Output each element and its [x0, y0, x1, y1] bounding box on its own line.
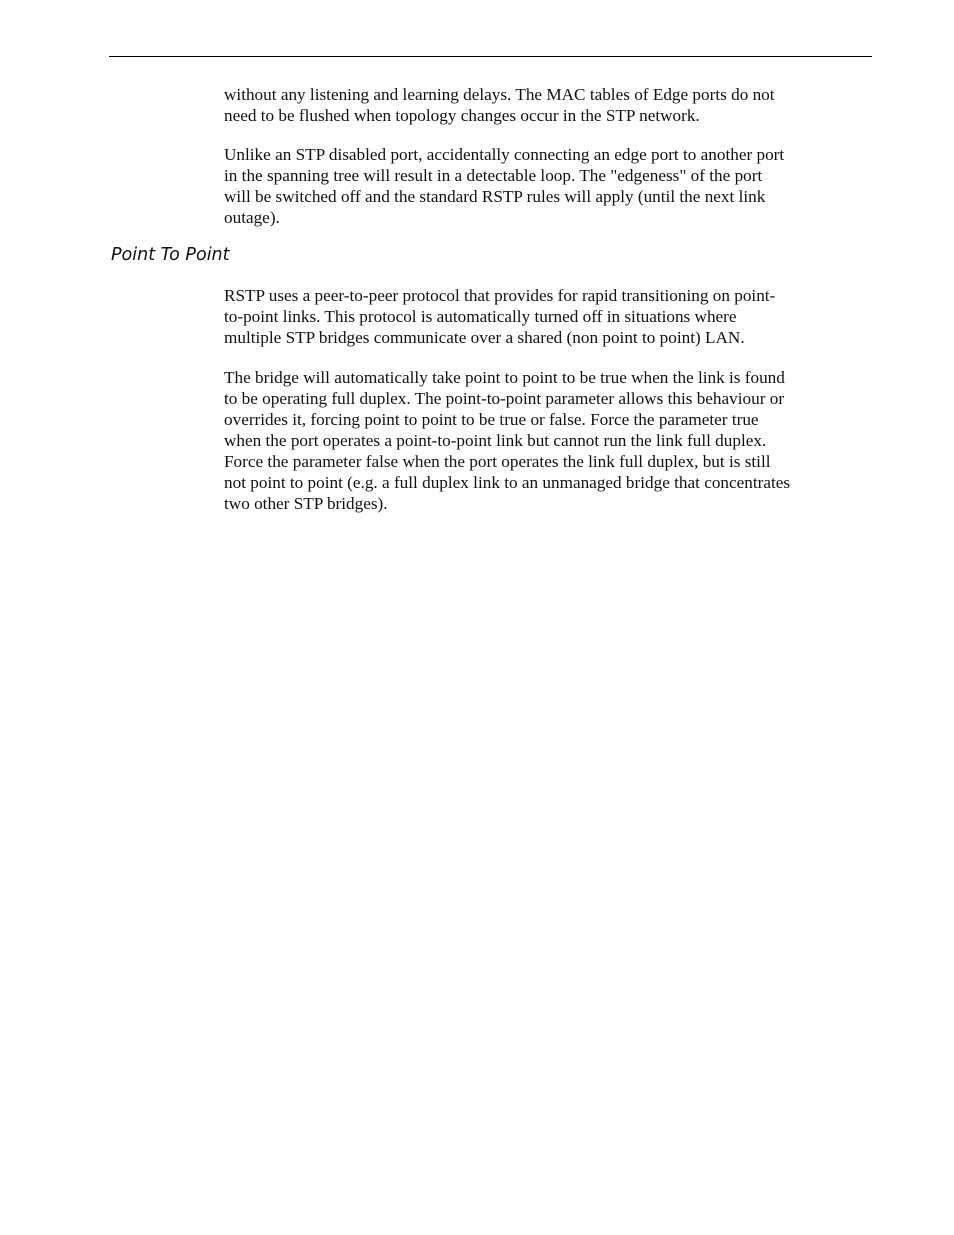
text-line: multiple STP bridges communicate over a shared (non point to point) LAN.: [224, 328, 745, 347]
text-line: outage).: [224, 208, 280, 227]
text-line: when the port operates a point-to-point link but cannot run the link full duplex.: [224, 431, 767, 450]
text-line: to be operating full duplex. The point-to-point parameter allows this behaviour or: [224, 389, 785, 408]
text-line: RSTP uses a peer-to-peer protocol that provides for rapid transitioning on point-: [224, 286, 776, 305]
paragraph-edge-port-loop: [224, 144, 876, 228]
text-line: two other STP bridges).: [224, 494, 388, 513]
text-line: in the spanning tree will result in a detectable loop. The "edgeness" of the port: [224, 166, 763, 185]
text-line: to-point links. This protocol is automatically turned off in situations where: [224, 307, 737, 326]
text-line: need to be flushed when topology changes occur in the STP network.: [224, 106, 700, 125]
section-heading-point-to-point: Point To Point: [111, 245, 230, 265]
text-line: Force the parameter false when the port operates the link full duplex, but is still: [224, 452, 771, 471]
text-line: without any listening and learning delays. The MAC tables of Edge ports do not: [224, 85, 775, 104]
header-rule: [109, 56, 872, 57]
text-line: Unlike an STP disabled port, accidentally connecting an edge port to another port: [224, 145, 785, 164]
text-line: will be switched off and the standard RSTP rules will apply (until the next link: [224, 187, 766, 206]
paragraph-rstp-peer-protocol: [224, 285, 876, 348]
text-line: The bridge will automatically take point to point to be true when the link is found: [224, 368, 785, 387]
paragraph-point-to-point-parameter: [224, 367, 876, 514]
paragraph-edge-ports-flush: [224, 84, 876, 126]
text-line: not point to point (e.g. a full duplex link to an unmanaged bridge that concentrates: [224, 473, 791, 492]
text-line: overrides it, forcing point to point to be true or false. Force the parameter true: [224, 410, 759, 429]
